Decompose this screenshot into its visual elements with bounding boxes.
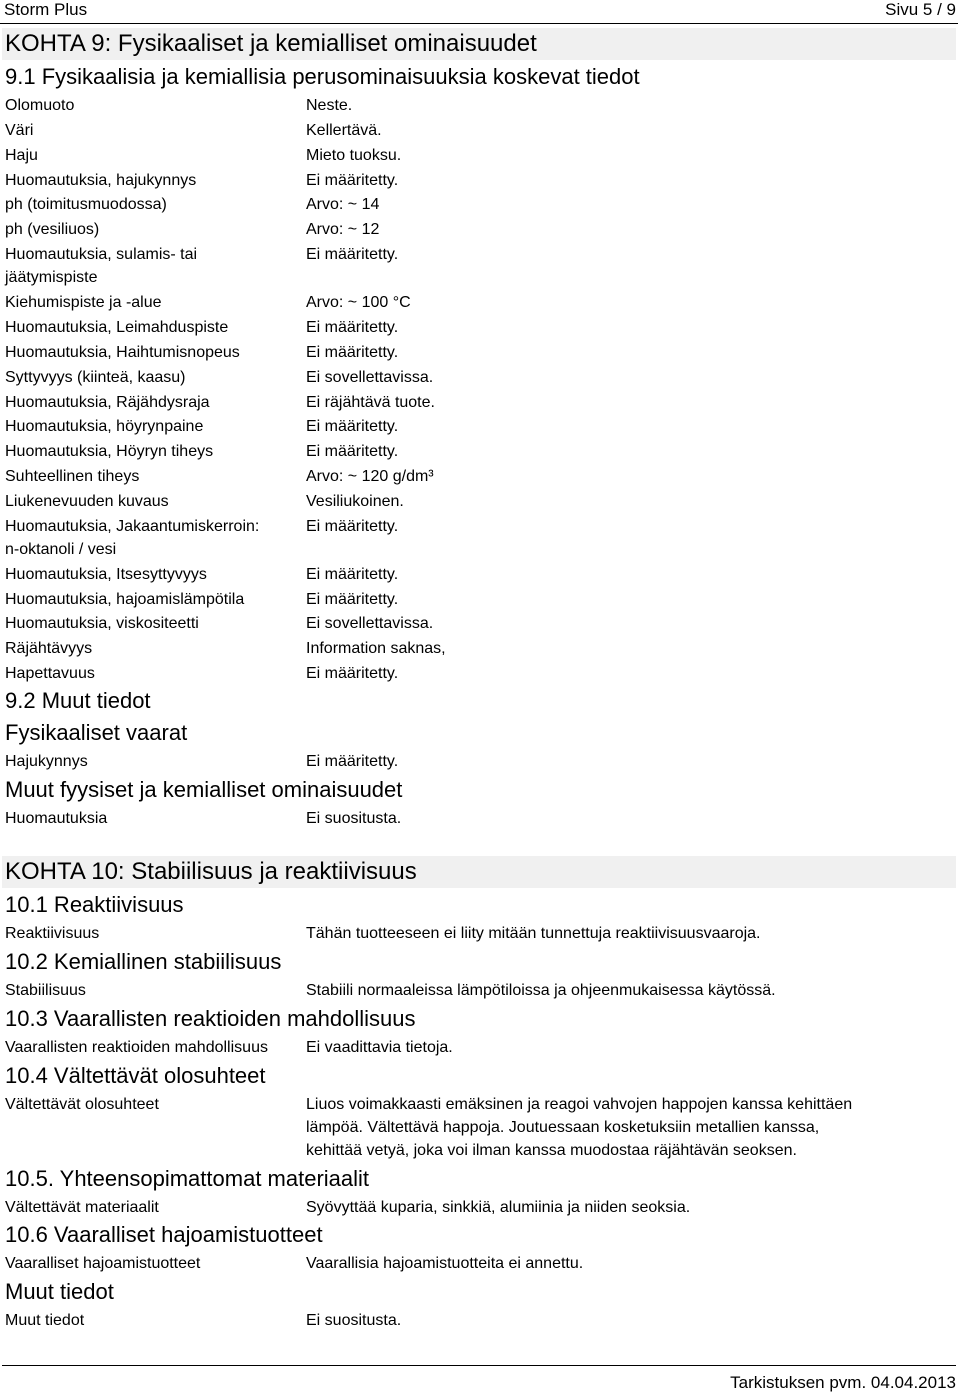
- row-label-line-2: n-oktanoli / vesi: [5, 541, 117, 558]
- row-value: Ei sovellettavissa.: [306, 615, 434, 632]
- row-value: Ei suositusta.: [306, 1312, 402, 1329]
- row-label: Vältettävät materiaalit: [5, 1199, 159, 1216]
- row-value: Ei suositusta.: [306, 810, 402, 827]
- row-label: Reaktiivisuus: [5, 925, 100, 942]
- row-label: Huomautuksia, höyrynpaine: [5, 418, 204, 435]
- revision-date: Tarkistuksen pvm. 04.04.2013: [730, 1373, 956, 1392]
- subsection-10-5-heading: 10.5. Yhteensopimattomat materiaalit: [5, 1166, 370, 1191]
- row-value: Arvo: ~ 14: [306, 196, 380, 213]
- row-label: Räjähtävyys: [5, 640, 93, 657]
- row-label: Huomautuksia: [5, 810, 108, 827]
- row-label: Vältettävät olosuhteet: [5, 1096, 159, 1113]
- subsection-9-1-heading: 9.1 Fysikaalisia ja kemiallisia perusominaisuuksia koskevat tiedot: [5, 64, 640, 89]
- row-value: Tähän tuotteeseen ei liity mitään tunnettuja reaktiivisuusvaaroja.: [306, 925, 761, 942]
- row-label: Huomautuksia, Leimahduspiste: [5, 319, 229, 336]
- row-label: Muut tiedot: [5, 1312, 85, 1329]
- row-value: Vesiliukoinen.: [306, 493, 404, 510]
- page-number: Sivu 5 / 9: [885, 0, 956, 19]
- row-label-line-2: jäätymispiste: [5, 269, 98, 286]
- row-value: Ei määritetty.: [306, 665, 399, 682]
- other-properties-heading: Muut fyysiset ja kemialliset ominaisuudet: [5, 777, 403, 802]
- page-header: [0, 0, 960, 22]
- row-value: Arvo: ~ 12: [306, 221, 380, 238]
- other-info-heading: Muut tiedot: [5, 1279, 114, 1304]
- row-value: Ei sovellettavissa.: [306, 369, 434, 386]
- header-divider: [0, 23, 958, 24]
- company-name: Storm Plus: [4, 0, 88, 19]
- row-value: Vaarallisia hajoamistuotteita ei annettu.: [306, 1255, 584, 1272]
- row-value: Ei määritetty.: [306, 591, 399, 608]
- row-value: Ei määritetty.: [306, 344, 399, 361]
- row-label: Vaarallisten reaktioiden mahdollisuus: [5, 1039, 268, 1056]
- row-value-line-2: lämpöä. Vältettävä happoja. Joutuessaan kosketuksiin metallien kanssa,: [306, 1119, 820, 1136]
- row-label: Hajukynnys: [5, 753, 88, 770]
- row-value: Stabiili normaaleissa lämpötiloissa ja ohjeenmukaisessa käytössä.: [306, 982, 776, 999]
- subsection-10-1-heading: 10.1 Reaktiivisuus: [5, 892, 184, 917]
- row-value: Ei vaadittavia tietoja.: [306, 1039, 453, 1056]
- row-label: Huomautuksia, Haihtumisnopeus: [5, 344, 240, 361]
- row-value-line-3: kehittää vetyä, joka voi ilman kanssa muodostaa räjähtävän seoksen.: [306, 1142, 797, 1159]
- subsection-9-2-heading: 9.2 Muut tiedot: [5, 688, 151, 713]
- row-value: Syövyttää kuparia, sinkkiä, alumiinia ja niiden seoksia.: [306, 1199, 691, 1216]
- row-value: Ei määritetty.: [306, 319, 399, 336]
- row-value: Information saknas,: [306, 640, 446, 657]
- row-value: Neste.: [306, 97, 353, 114]
- section-10-heading: KOHTA 10: Stabiilisuus ja reaktiivisuus: [2, 856, 956, 888]
- row-value: Ei räjähtävä tuote.: [306, 394, 435, 411]
- row-label: ph (vesiliuos): [5, 221, 100, 238]
- row-label: Huomautuksia, hajoamislämpötila: [5, 591, 245, 608]
- row-value: Ei määritetty.: [306, 246, 399, 263]
- subsection-10-6-heading: 10.6 Vaaralliset hajoamistuotteet: [5, 1222, 323, 1247]
- section-9-heading: KOHTA 9: Fysikaaliset ja kemialliset ominaisuudet: [2, 28, 956, 60]
- subsection-10-4-heading: 10.4 Vältettävät olosuhteet: [5, 1063, 266, 1088]
- row-value: Ei määritetty.: [306, 172, 399, 189]
- subsection-10-3-heading: 10.3 Vaarallisten reaktioiden mahdollisuus: [5, 1006, 416, 1031]
- footer-divider: [2, 1365, 956, 1366]
- row-label: Huomautuksia, sulamis- tai: [5, 246, 198, 263]
- row-label: Huomautuksia, viskositeetti: [5, 615, 199, 632]
- row-label: Huomautuksia, Jakaantumiskerroin:: [5, 518, 260, 535]
- row-value: Ei määritetty.: [306, 443, 399, 460]
- row-value: Mieto tuoksu.: [306, 147, 402, 164]
- row-label: Väri: [5, 122, 34, 139]
- row-value: Ei määritetty.: [306, 418, 399, 435]
- row-label: Liukenevuuden kuvaus: [5, 493, 169, 510]
- row-label: Kiehumispiste ja -alue: [5, 294, 162, 311]
- row-label: Vaaralliset hajoamistuotteet: [5, 1255, 201, 1272]
- row-value: Arvo: ~ 100 °C: [306, 294, 411, 311]
- row-value: Kellertävä.: [306, 122, 382, 139]
- row-label: Hapettavuus: [5, 665, 95, 682]
- row-value: Ei määritetty.: [306, 518, 399, 535]
- row-label: Suhteellinen tiheys: [5, 468, 140, 485]
- row-label: ph (toimitusmuodossa): [5, 196, 167, 213]
- row-label: Huomautuksia, hajukynnys: [5, 172, 197, 189]
- row-value: Ei määritetty.: [306, 566, 399, 583]
- row-value-line-1: Liuos voimakkaasti emäksinen ja reagoi vahvojen happojen kanssa kehittäen: [306, 1096, 853, 1113]
- row-label: Haju: [5, 147, 38, 164]
- row-value: Ei määritetty.: [306, 753, 399, 770]
- row-value: Arvo: ~ 120 g/dm³: [306, 468, 434, 485]
- row-label: Huomautuksia, Räjähdysraja: [5, 394, 210, 411]
- subsection-10-2-heading: 10.2 Kemiallinen stabiilisuus: [5, 949, 282, 974]
- physical-hazards-heading: Fysikaaliset vaarat: [5, 720, 188, 745]
- row-label: Huomautuksia, Höyryn tiheys: [5, 443, 214, 460]
- row-label: Olomuoto: [5, 97, 75, 114]
- row-label: Huomautuksia, Itsesyttyvyys: [5, 566, 207, 583]
- row-label: Stabiilisuus: [5, 982, 86, 999]
- row-label: Syttyvyys (kiinteä, kaasu): [5, 369, 186, 386]
